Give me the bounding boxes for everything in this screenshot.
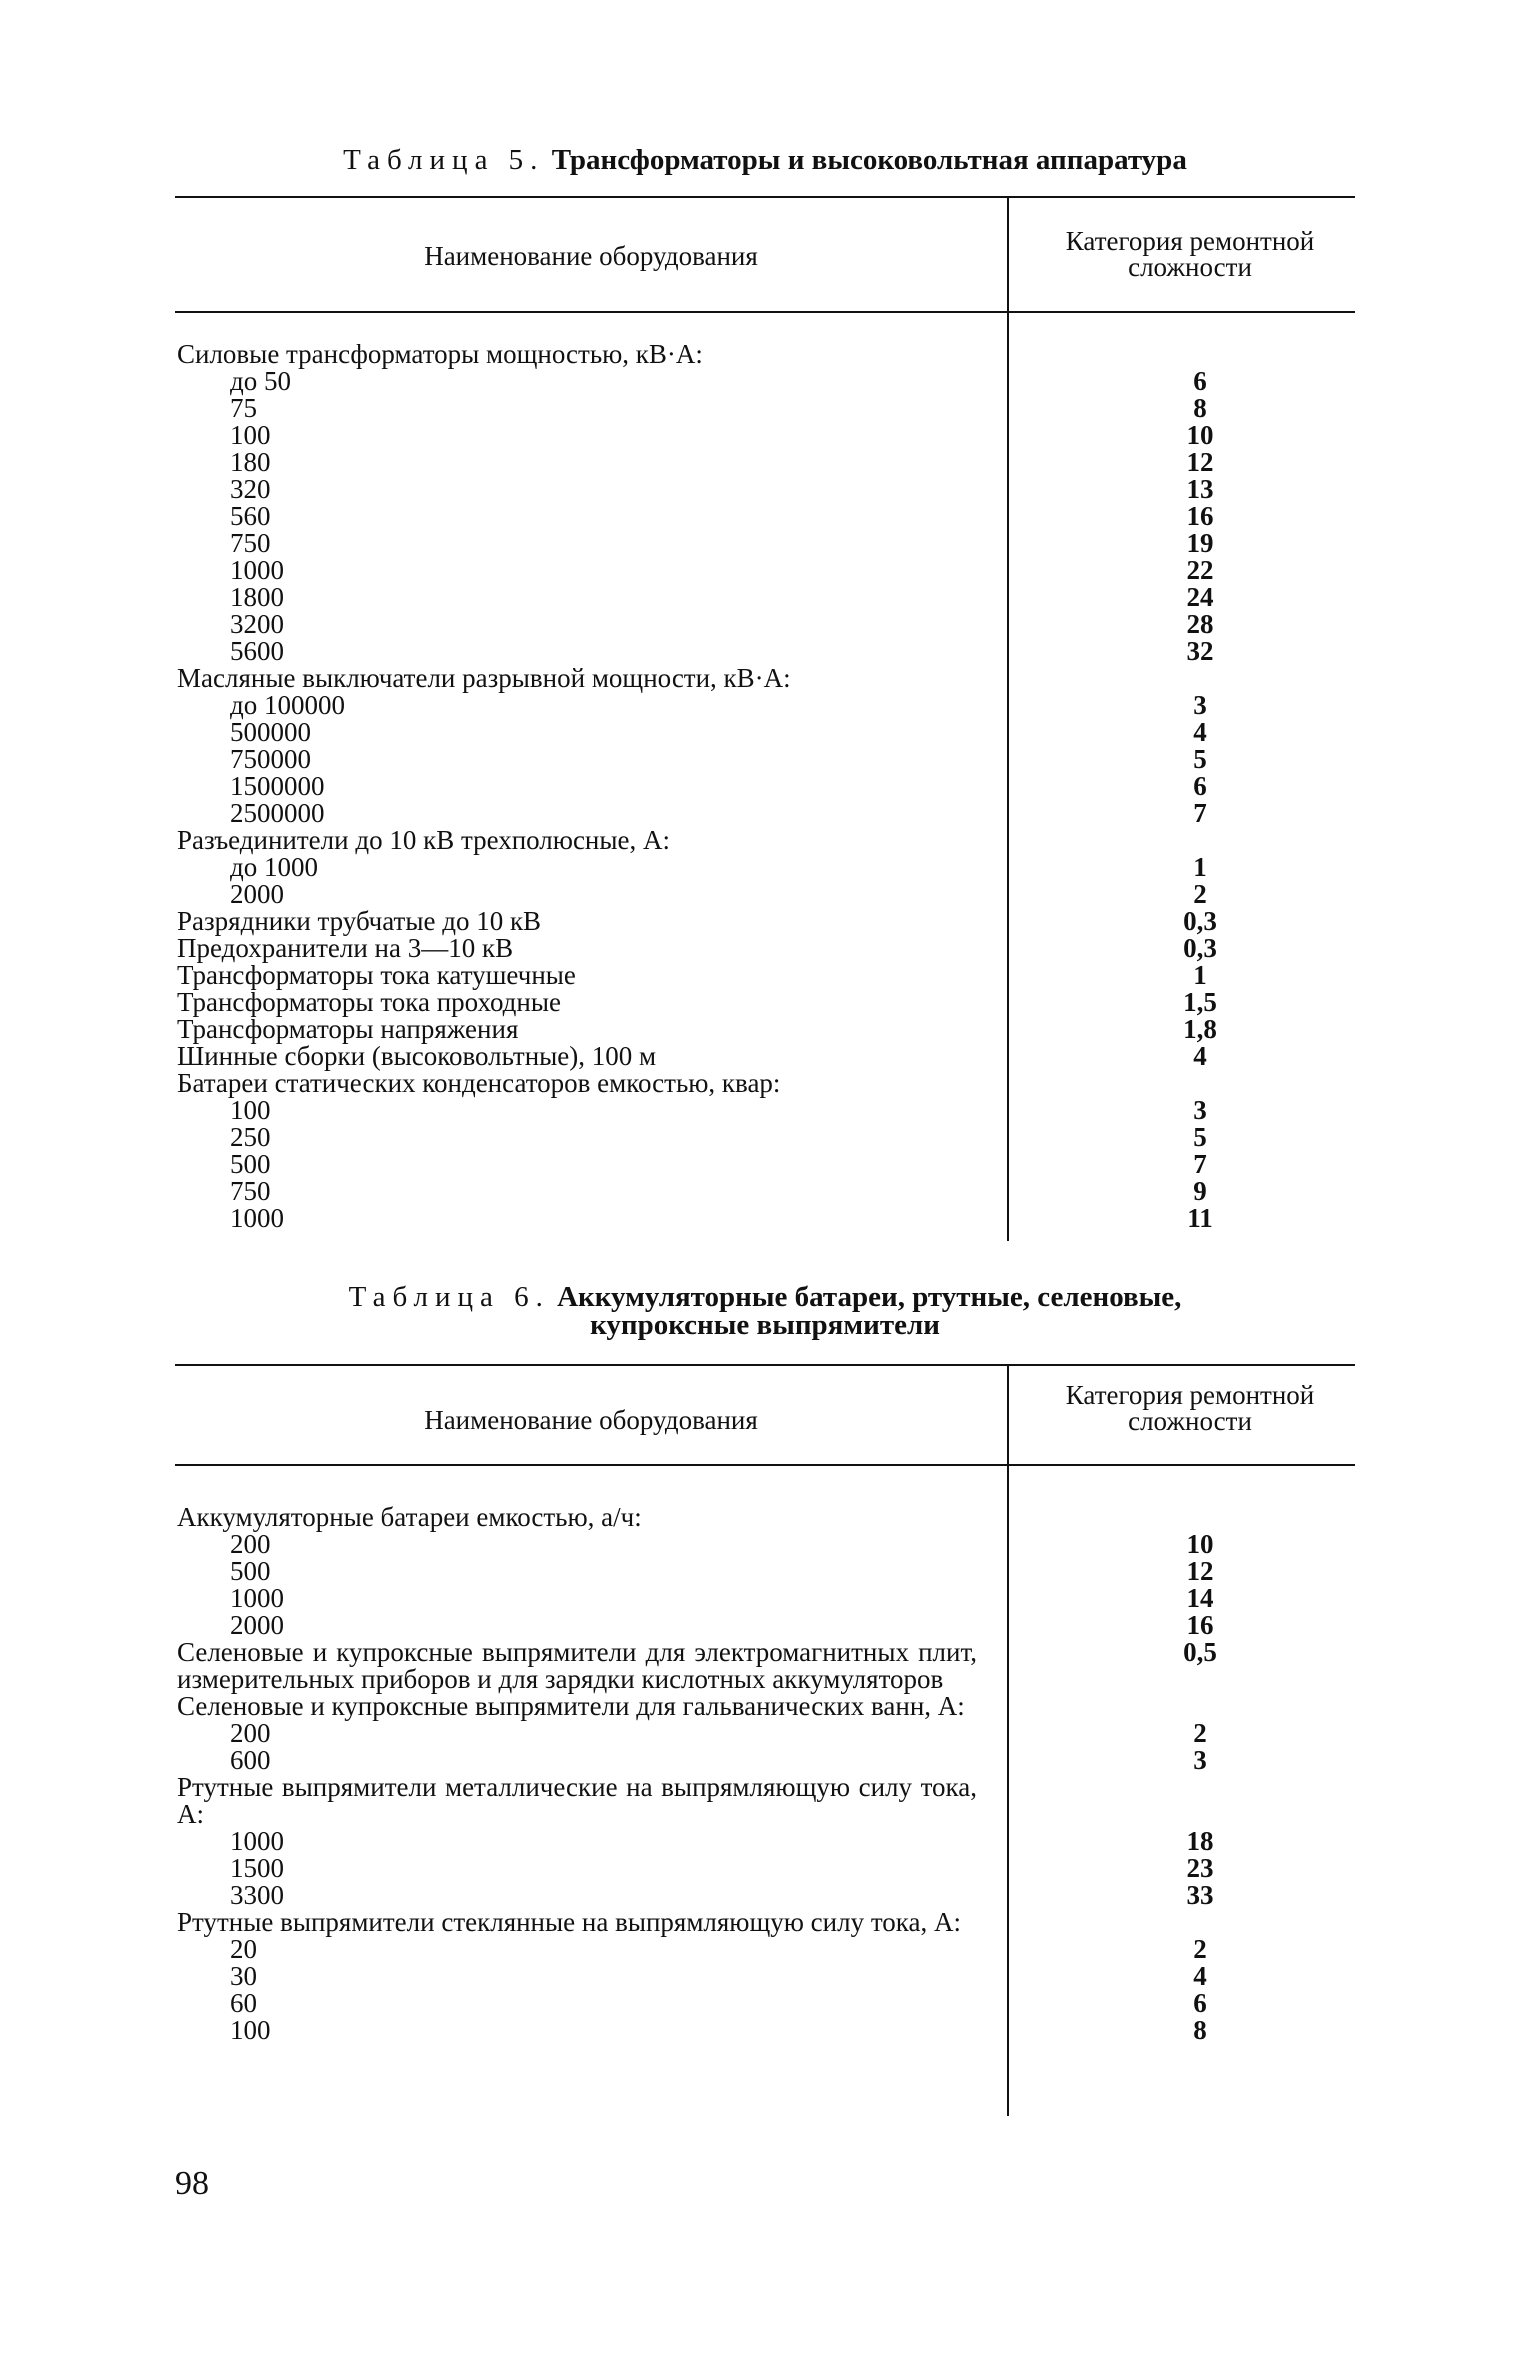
table6-caption-label: Таблица 6. [348, 1281, 550, 1313]
table-row [175, 1639, 1355, 1693]
row-name: 3300 [230, 1880, 284, 1910]
row-name: 100 [230, 2015, 271, 2045]
table5-header-rule [175, 311, 1355, 313]
row-category-value: 3 [1193, 690, 1207, 720]
row-name: 1800 [230, 582, 284, 612]
table-row [175, 1178, 1355, 1205]
row-category-value: 1,5 [1183, 987, 1217, 1017]
row-category-value: 12 [1186, 447, 1214, 477]
row-category-value: 7 [1193, 1149, 1207, 1179]
table5-caption-title: Трансформаторы и высоковольтная аппаратура [551, 144, 1187, 176]
table-row [175, 1097, 1355, 1124]
table-row [175, 1043, 1355, 1070]
table5-caption-label: Таблица 5. [343, 144, 545, 176]
row-category-value: 8 [1193, 2015, 1207, 2045]
row-name: 1500 [230, 1853, 284, 1883]
row-category-value: 0,3 [1183, 906, 1217, 936]
table-row [175, 665, 1355, 692]
row-name: Шинные сборки (высоковольтные), 100 м [177, 1041, 657, 1071]
row-name: 1000 [230, 1203, 284, 1233]
row-name: 100 [230, 1095, 271, 1125]
table-row [175, 881, 1355, 908]
row-name: 60 [230, 1988, 257, 2018]
row-name: Трансформаторы тока проходные [177, 987, 561, 1017]
row-name: Разрядники трубчатые до 10 кВ [177, 906, 542, 936]
row-category-value: 32 [1186, 636, 1214, 666]
row-category-value: 6 [1193, 366, 1207, 396]
row-category-value: 2 [1193, 1718, 1207, 1748]
table-row [175, 368, 1355, 395]
row-category-value: 4 [1193, 717, 1207, 747]
table-row [175, 1070, 1355, 1097]
table-row [175, 1855, 1355, 1882]
row-name: 30 [230, 1961, 257, 1991]
row-category-value: 3 [1193, 1745, 1207, 1775]
row-category-value: 5 [1193, 744, 1207, 774]
row-name: Масляные выключатели разрывной мощности, кВ·А: [177, 663, 791, 693]
row-category-value: 18 [1186, 1826, 1214, 1856]
row-category-value: 3 [1193, 1095, 1207, 1125]
row-name: 560 [230, 501, 271, 531]
table-row [175, 800, 1355, 827]
table-row [175, 1720, 1355, 1747]
row-category-value: 1 [1193, 852, 1207, 882]
row-name: 320 [230, 474, 271, 504]
table-row [175, 2017, 1355, 2044]
row-name: 1000 [230, 555, 284, 585]
table-row [175, 638, 1355, 665]
table-row [175, 1504, 1355, 1531]
row-category-value: 8 [1193, 393, 1207, 423]
table-row [175, 935, 1355, 962]
table-row [175, 1585, 1355, 1612]
table6-header-category: Категория ремонтной сложности [1065, 1380, 1315, 1436]
row-category-value: 9 [1193, 1176, 1207, 1206]
table-row [175, 1124, 1355, 1151]
table-row [175, 476, 1355, 503]
row-category-value: 14 [1186, 1583, 1214, 1613]
row-category-value: 2 [1193, 1934, 1207, 1964]
table-row [175, 1909, 1355, 1936]
table-row [175, 449, 1355, 476]
row-category-value: 1,8 [1183, 1014, 1217, 1044]
table6-body [175, 1504, 1355, 2044]
row-category-value: 23 [1186, 1853, 1214, 1883]
row-name: Трансформаторы тока катушечные [177, 960, 576, 990]
row-name: Батареи статических конденсаторов емкостью, квар: [177, 1068, 781, 1098]
table6 [175, 1364, 1355, 2116]
row-name: 180 [230, 447, 271, 477]
row-name: Селеновые и купроксные выпрямители для гальванических ванн, А: [177, 1691, 965, 1721]
row-category-value: 1 [1193, 960, 1207, 990]
row-category-value: 12 [1186, 1556, 1214, 1586]
table6-caption [175, 1283, 1355, 1339]
row-name: 750000 [230, 744, 311, 774]
row-category-value: 10 [1186, 420, 1214, 450]
table-row [175, 1151, 1355, 1178]
row-name: 200 [230, 1529, 271, 1559]
row-category-value: 16 [1186, 1610, 1214, 1640]
row-name: 500 [230, 1556, 271, 1586]
row-name: Селеновые и купроксные выпрямители для электромагнитных плит, измерительных приборов и для зарядки кислотных аккумуляторов [177, 1637, 977, 1694]
row-category-value: 11 [1187, 1203, 1213, 1233]
row-category-value: 19 [1186, 528, 1214, 558]
row-category-value: 5 [1193, 1122, 1207, 1152]
table-row [175, 1693, 1355, 1720]
row-name: 750 [230, 1176, 271, 1206]
table6-header-rule [175, 1464, 1355, 1466]
row-name: Трансформаторы напряжения [177, 1014, 519, 1044]
row-name: 500000 [230, 717, 311, 747]
row-category-value: 28 [1186, 609, 1214, 639]
table-row [175, 1747, 1355, 1774]
table5-header-category: Категория ремонтной сложности [1065, 226, 1315, 282]
row-category-value: 6 [1193, 1988, 1207, 2018]
table-row [175, 1612, 1355, 1639]
table-row [175, 1990, 1355, 2017]
row-category-value: 13 [1186, 474, 1214, 504]
row-name: 750 [230, 528, 271, 558]
table-row [175, 1963, 1355, 1990]
table-row [175, 827, 1355, 854]
table-row [175, 854, 1355, 881]
row-category-value: 22 [1186, 555, 1214, 585]
table-row [175, 1531, 1355, 1558]
row-category-value: 4 [1193, 1961, 1207, 1991]
row-name: 5600 [230, 636, 284, 666]
table-row [175, 1205, 1355, 1232]
table-row [175, 341, 1355, 368]
row-name: 75 [230, 393, 257, 423]
row-name: до 1000 [230, 852, 318, 882]
table-row [175, 1774, 1355, 1828]
row-category-value: 4 [1193, 1041, 1207, 1071]
table-row [175, 530, 1355, 557]
table-row [175, 557, 1355, 584]
table5-caption [175, 146, 1355, 174]
row-name: до 50 [230, 366, 291, 396]
row-category-value: 0,3 [1183, 933, 1217, 963]
row-name: Предохранители на 3—10 кВ [177, 933, 514, 963]
row-category-value: 2 [1193, 879, 1207, 909]
table-row [175, 611, 1355, 638]
row-name: 2000 [230, 879, 284, 909]
table-row [175, 692, 1355, 719]
table-row [175, 719, 1355, 746]
row-name: 250 [230, 1122, 271, 1152]
row-name: Разъединители до 10 кВ трехполюсные, А: [177, 825, 671, 855]
table-row [175, 773, 1355, 800]
table5-header-name: Наименование оборудования [424, 241, 758, 271]
row-name: 100 [230, 420, 271, 450]
table-row [175, 1016, 1355, 1043]
table-row [175, 395, 1355, 422]
row-category-value: 33 [1186, 1880, 1214, 1910]
table6-caption-title-line2: купроксные выпрямители [590, 1309, 940, 1341]
table6-caption-title-line1: Аккумуляторные батареи, ртутные, селеновые, [557, 1281, 1182, 1313]
table-row [175, 1936, 1355, 1963]
row-name: 3200 [230, 609, 284, 639]
table-row [175, 1828, 1355, 1855]
row-name: 1000 [230, 1583, 284, 1613]
table-row [175, 908, 1355, 935]
table6-top-rule [175, 1364, 1355, 1366]
row-name: Аккумуляторные батареи емкостью, а/ч: [177, 1502, 642, 1532]
row-name: 20 [230, 1934, 257, 1964]
table-row [175, 422, 1355, 449]
row-category-value: 6 [1193, 771, 1207, 801]
table5-top-rule [175, 196, 1355, 198]
table6-header-name: Наименование оборудования [424, 1405, 758, 1435]
table-row [175, 746, 1355, 773]
table5-body [175, 341, 1355, 1232]
row-name: до 100000 [230, 690, 345, 720]
row-category-value: 24 [1186, 582, 1214, 612]
row-name: 2500000 [230, 798, 325, 828]
table-row [175, 962, 1355, 989]
page-number: 98 [175, 2165, 209, 2202]
row-name: 2000 [230, 1610, 284, 1640]
row-category-value: 16 [1186, 501, 1214, 531]
row-category-value: 10 [1186, 1529, 1214, 1559]
row-category-value: 7 [1193, 798, 1207, 828]
row-name: Ртутные выпрямители металлические на выпрямляющую силу тока, А: [177, 1772, 977, 1829]
row-category-value: 0,5 [1183, 1637, 1217, 1667]
table-row [175, 584, 1355, 611]
row-name: 200 [230, 1718, 271, 1748]
row-name: 1500000 [230, 771, 325, 801]
row-name: 500 [230, 1149, 271, 1179]
table-row [175, 989, 1355, 1016]
row-name: 600 [230, 1745, 271, 1775]
table-row [175, 1882, 1355, 1909]
table-row [175, 1558, 1355, 1585]
row-name: Силовые трансформаторы мощностью, кВ·А: [177, 339, 703, 369]
table5 [175, 196, 1355, 1241]
row-name: Ртутные выпрямители стеклянные на выпрямляющую силу тока, А: [177, 1907, 961, 1937]
row-name: 1000 [230, 1826, 284, 1856]
table-row [175, 503, 1355, 530]
